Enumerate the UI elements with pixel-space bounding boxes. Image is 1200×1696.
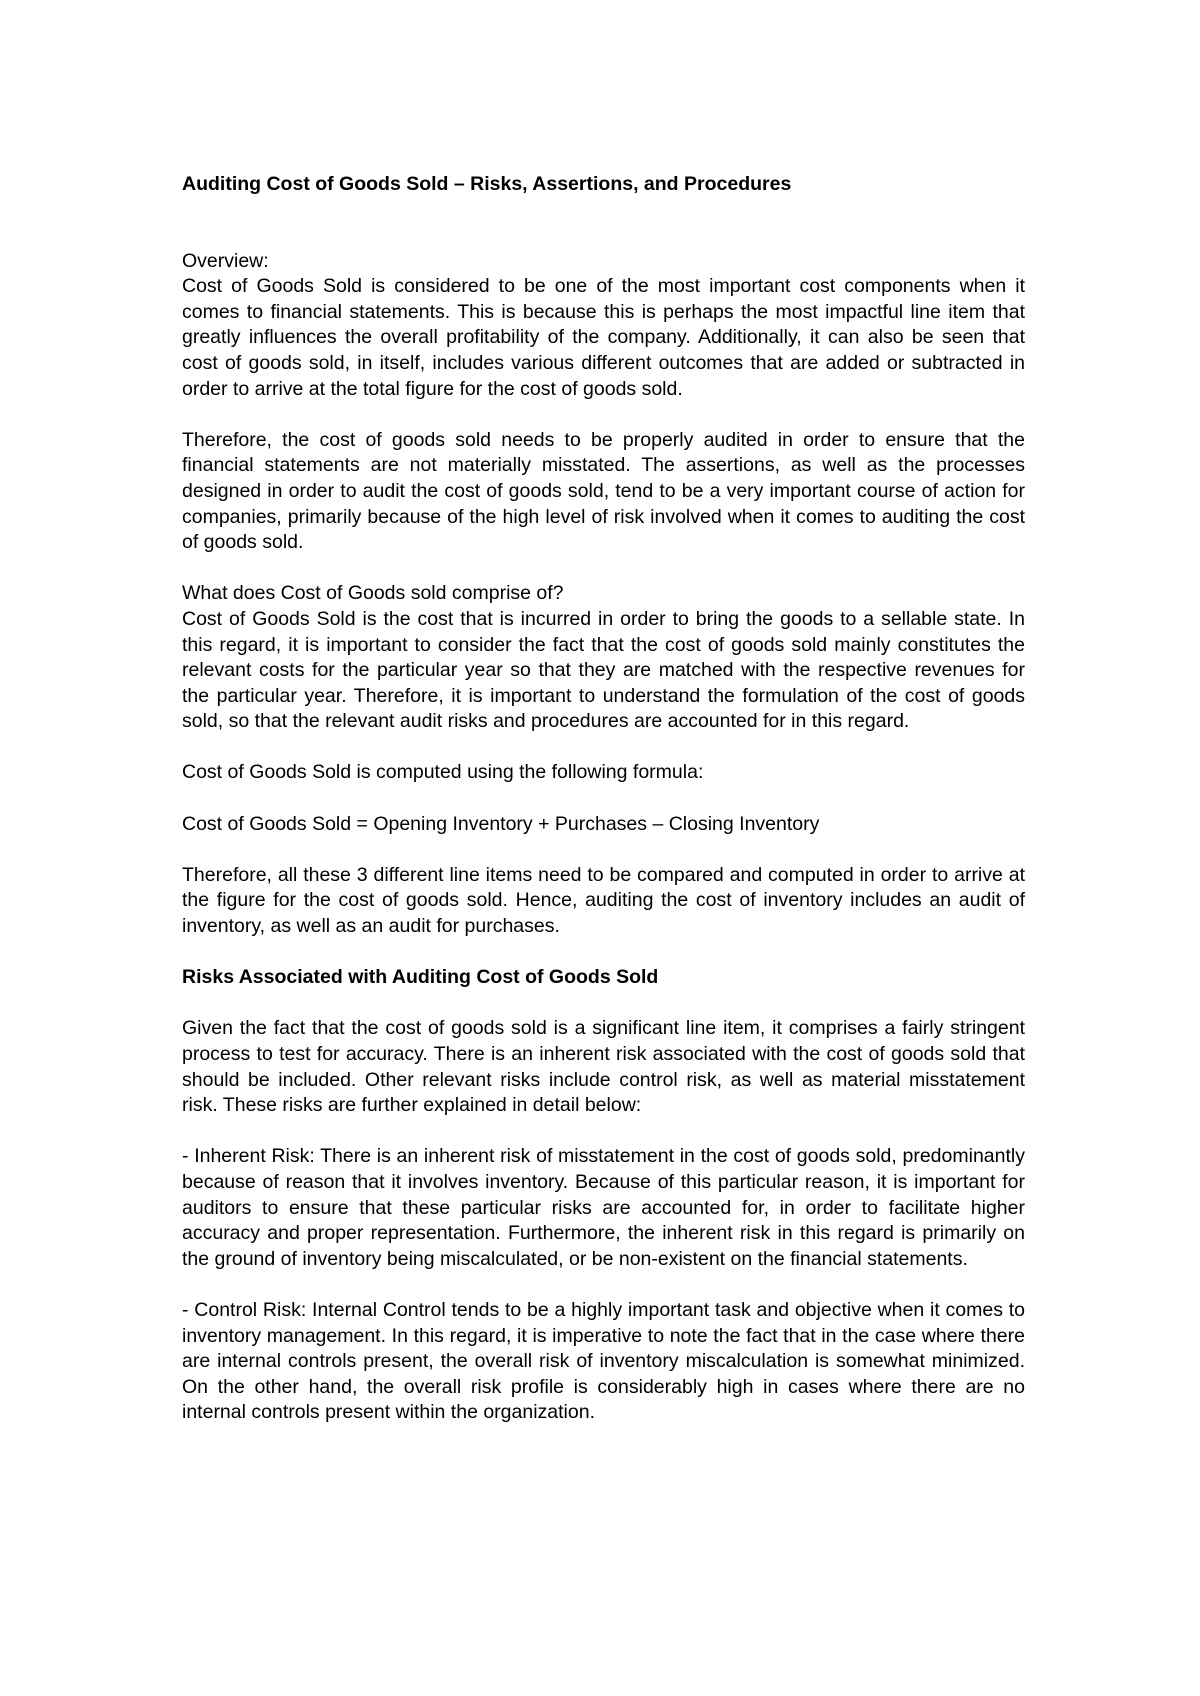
document-title: Auditing Cost of Goods Sold – Risks, Assertions, and Procedures [182,173,792,195]
comprise-label: What does Cost of Goods sold comprise of? [182,582,564,605]
inherent-risk-item: - Inherent Risk: There is an inherent risk of misstatement in the cost of goods sold, predominantly because of reason that it involves inventory. Because of this particular reason, it is important for auditors to ensure that these particular risks are accounted for, in order to facilitate higher accuracy and proper representation. Furthermore, the inherent risk in this regard is primarily on the ground of inventory being miscalculated, or be non-existent on the financial statements. [182,1145,1025,1270]
document-body [182,172,1025,1426]
spacer [182,991,1025,1017]
comprise-paragraph: Cost of Goods Sold is the cost that is incurred in order to bring the goods to a sellable state. In this regard, it is important to consider the fact that the cost of goods sold mainly constitutes the relevant costs for the particular year so that they are matched with the respective revenues for the particular year. Therefore, it is important to understand the formulation of the cost of goods sold, so that the relevant audit risks and procedures are accounted for in this regard. [182,607,1025,733]
spacer [182,735,1025,761]
formula: Cost of Goods Sold = Opening Inventory + Purchases – Closing Inventory [182,812,820,835]
overview-label: Overview: [182,249,269,272]
risks-heading: Risks Associated with Auditing Cost of Goods Sold [182,966,659,989]
formula-intro: Cost of Goods Sold is computed using the following formula: [182,761,704,784]
spacer [182,1119,1025,1145]
formula-paragraph: Therefore, all these 3 different line items need to be compared and computed in order to arrive at the figure for the cost of goods sold. Hence, auditing the cost of inventory includes an audit of inventory, as well as an audit for purchases. [182,863,1025,938]
overview-paragraph-1: Cost of Goods Sold is considered to be one of the most important cost components when it comes to financial statements. This is because this is perhaps the most impactful line item that greatly influences the overall profitability of the company. Additionally, it can also be seen that cost of goods sold, in itself, includes various different outcomes that are added or subtracted in order to arrive at the total figure for the cost of goods sold. [182,275,1025,400]
spacer [182,837,1025,863]
spacer [182,402,1025,428]
risks-paragraph: Given the fact that the cost of goods sold is a significant line item, it comprises a fairly stringent process to test for accuracy. There is an inherent risk associated with the cost of goods sold that should be included. Other relevant risks include control risk, as well as material misstatement risk. These risks are further explained in detail below: [182,1017,1025,1117]
spacer [182,198,1025,249]
spacer [182,940,1025,966]
spacer [182,556,1025,582]
spacer [182,1272,1025,1298]
control-risk-item: - Control Risk: Internal Control tends to be a highly important task and objective when it comes to inventory management. In this regard, it is imperative to note the fact that in the case where there are internal controls present, the overall risk of inventory miscalculation is somewhat minimized. On the other hand, the overall risk profile is considerably high in cases where there are no internal controls present within the organization. [182,1298,1025,1424]
overview-paragraph-2: Therefore, the cost of goods sold needs to be properly audited in order to ensure that the financial statements are not materially misstated. The assertions, as well as the processes designed in order to audit the cost of goods sold, tend to be a very important course of action for companies, primarily because of the high level of risk involved when it comes to auditing the cost of goods sold. [182,428,1025,554]
spacer [182,786,1025,812]
